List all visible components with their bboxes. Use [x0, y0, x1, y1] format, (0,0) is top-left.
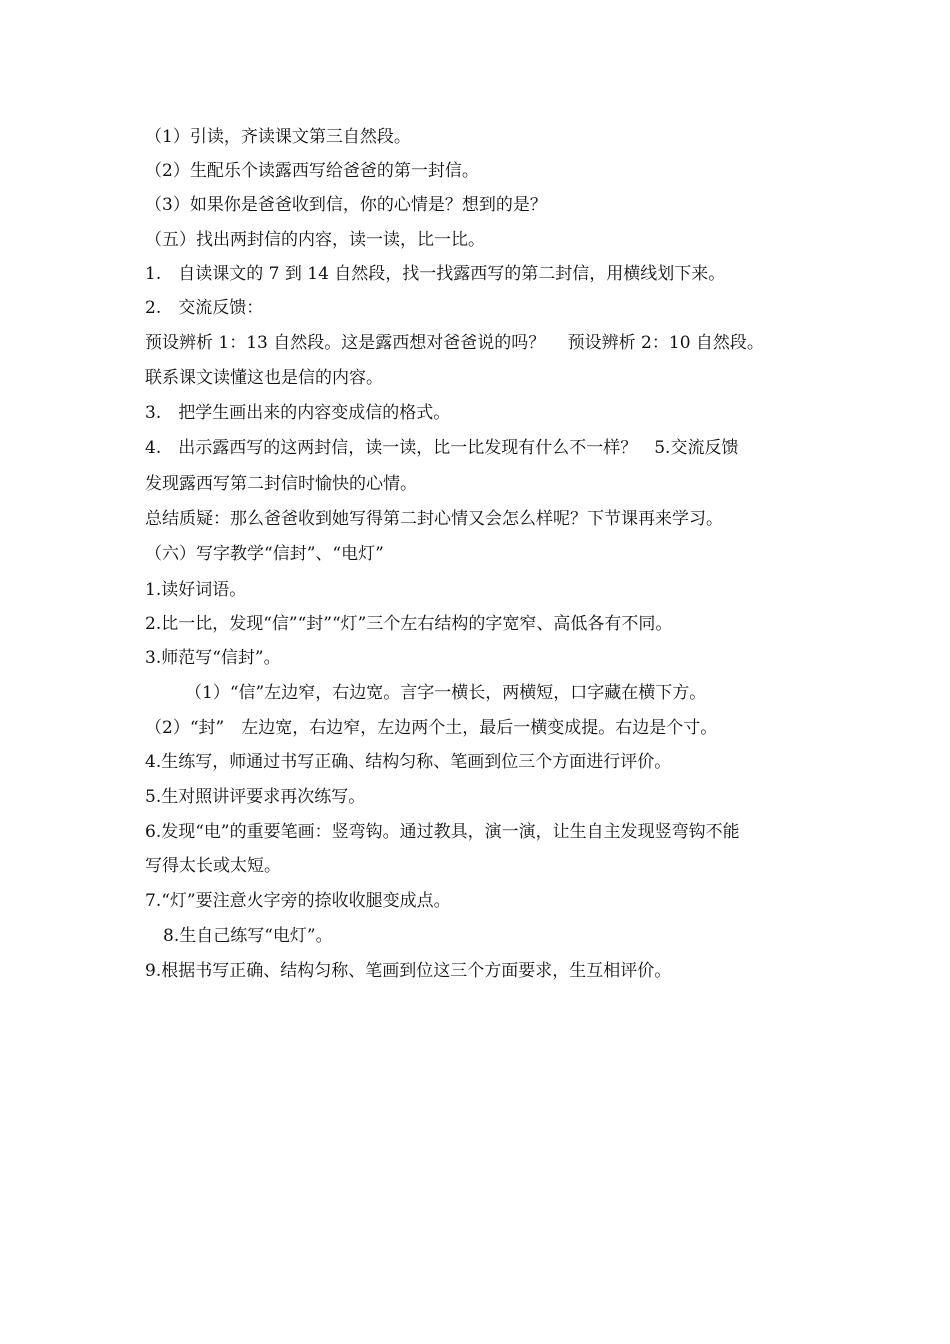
section-heading: （六）写字教学“信封”、“电灯” [145, 544, 384, 564]
text-line: 写得太长或太短。 [145, 856, 281, 876]
text-line: 2. 交流反馈： [145, 298, 264, 318]
text-line: 4. 出示露西写的这两封信，读一读，比一比发现有什么不一样？ 5.交流反馈 [145, 438, 739, 458]
text-line: （1）“信”左边窄，右边宽。言字一横长，两横短，口字藏在横下方。 [185, 683, 707, 703]
text-line: 1.读好词语。 [145, 580, 247, 600]
text-line: 4.生练写，师通过书写正确、结构匀称、笔画到位三个方面进行评价。 [145, 752, 672, 772]
section-heading: （五）找出两封信的内容，读一读，比一比。 [145, 230, 485, 250]
text-line: 发现露西写第二封信时愉快的心情。 [145, 474, 417, 494]
text-line: （2）生配乐个读露西写给爸爸的第一封信。 [145, 161, 479, 181]
text-line: 3. 把学生画出来的内容变成信的格式。 [145, 403, 451, 423]
text-line: 6.发现“电”的重要笔画：竖弯钩。通过教具，演一演，让生自主发现竖弯钩不能 [145, 822, 740, 842]
text-line: 8.生自己练写“电灯”。 [163, 926, 333, 946]
text-line: 2.比一比，发现“信”“封”“灯”三个左右结构的字宽窄、高低各有不同。 [145, 614, 673, 634]
text-line: 1. 自读课文的 7 到 14 自然段，找一找露西写的第二封信，用横线划下来。 [145, 264, 726, 284]
text-line: 3.师范写“信封”。 [145, 648, 281, 668]
text-line: （2）“封” 左边宽，右边窄，左边两个土，最后一横变成提。右边是个寸。 [145, 718, 718, 738]
text-line: 预设辨析 1：13 自然段。这是露西想对爸爸说的吗？ 预设辨析 2：10 自然段。 [145, 333, 764, 353]
text-line: 总结质疑：那么爸爸收到她写得第二封心情又会怎么样呢？下节课再来学习。 [145, 509, 723, 529]
text-line: 5.生对照讲评要求再次练写。 [145, 787, 366, 807]
text-line: 联系课文读懂这也是信的内容。 [145, 368, 383, 388]
text-line: 9.根据书写正确、结构匀称、笔画到位这三个方面要求，生互相评价。 [145, 961, 672, 981]
text-line: 7.“灯”要注意火字旁的捺收收腿变成点。 [145, 891, 451, 911]
text-line: （1）引读，齐读课文第三自然段。 [145, 127, 411, 147]
text-line: （3）如果你是爸爸收到信，你的心情是？想到的是？ [145, 195, 547, 215]
